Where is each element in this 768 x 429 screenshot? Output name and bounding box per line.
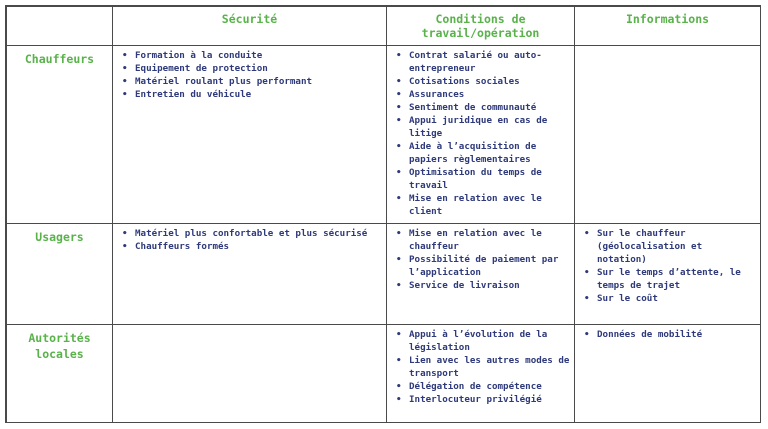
header-row [7,7,761,46]
list-item: • Appui juridique en cas de litige [409,114,570,140]
bullet-list [113,224,386,253]
list-item: • Matériel plus confortable et plus sécurisé [135,227,382,240]
header-securite: Sécurité [113,7,387,46]
list-item: • Contrat salarié ou auto-entrepreneur [409,49,570,75]
header-informations: Informations [575,7,761,46]
list-item: • Cotisations sociales [409,75,570,88]
cell-usagers-informations [575,224,761,325]
cell-autorites-securite [113,325,387,423]
list-item: • Matériel roulant plus performant [135,75,382,88]
bullet-list [575,325,760,341]
table-row-usagers [7,224,761,325]
list-item: • Equipement de protection [135,62,382,75]
list-item: • Données de mobilité [597,328,756,341]
bullet-list [113,46,386,101]
row-header-usagers: Usagers [7,224,113,325]
list-item: • Interlocuteur privilégié [409,393,570,406]
table-row-autorites-locales [7,325,761,423]
list-item: • Assurances [409,88,570,101]
stakeholder-table-frame [5,5,761,423]
list-item: • Optimisation du temps de travail [409,166,570,192]
list-item: • Service de livraison [409,279,570,292]
cell-chauffeurs-securite [113,46,387,224]
row-header-chauffeurs: Chauffeurs [7,46,113,224]
list-item: • Sentiment de communauté [409,101,570,114]
bullet-list [387,224,574,292]
list-item: • Formation à la conduite [135,49,382,62]
list-item: • Sur le temps d’attente, le temps de trajet [597,266,756,292]
corner-cell [7,7,113,46]
cell-chauffeurs-conditions [387,46,575,224]
list-item: • Appui à l’évolution de la législation [409,328,570,354]
cell-autorites-informations [575,325,761,423]
list-item: • Mise en relation avec le client [409,192,570,218]
list-item: • Possibilité de paiement par l’application [409,253,570,279]
cell-usagers-securite [113,224,387,325]
list-item: • Lien avec les autres modes de transport [409,354,570,380]
list-item: • Mise en relation avec le chauffeur [409,227,570,253]
bullet-list [387,46,574,218]
bullet-list [575,224,760,305]
list-item: • Aide à l’acquisition de papiers règlementaires [409,140,570,166]
list-item: • Chauffeurs formés [135,240,382,253]
row-header-autorites-locales: Autorités locales [7,325,113,423]
stakeholder-table [6,6,761,423]
list-item: • Sur le chauffeur (géolocalisation et notation) [597,227,756,266]
list-item: • Entretien du véhicule [135,88,382,101]
bullet-list [387,325,574,406]
cell-usagers-conditions [387,224,575,325]
cell-autorites-conditions [387,325,575,423]
cell-chauffeurs-informations [575,46,761,224]
table-row-chauffeurs [7,46,761,224]
header-conditions: Conditions de travail/opération [387,7,575,46]
list-item: • Délégation de compétence [409,380,570,393]
list-item: • Sur le coût [597,292,756,305]
